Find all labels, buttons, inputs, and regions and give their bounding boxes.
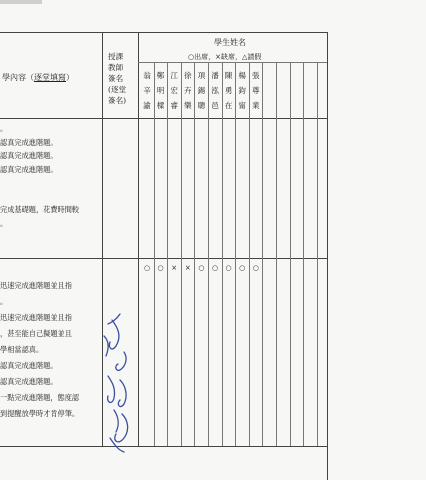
- student-name-char: 樂: [184, 101, 192, 110]
- student-name-char: 泓: [211, 86, 219, 95]
- content-line: 認真完成進階題。: [0, 164, 58, 174]
- student-name-char: 樑: [156, 101, 165, 110]
- content-line: 。: [0, 218, 8, 228]
- student-name-char: 睿: [170, 101, 178, 110]
- teacher-header-line: 簽名: [108, 74, 124, 83]
- attendance-mark: ○: [239, 264, 246, 272]
- student-col-line: [167, 62, 168, 446]
- content-line: 學相當認真。: [0, 345, 44, 354]
- content-line: 完成基礎題，花費時間較: [0, 205, 80, 214]
- student-col-line: [290, 62, 291, 446]
- table-bottom-border: [0, 446, 328, 447]
- student-col-line: [317, 62, 318, 446]
- student-name-char: 聰: [197, 101, 206, 110]
- student-col-line: [222, 62, 223, 446]
- student-name-char: 翁: [143, 71, 151, 80]
- student-name-char: 鈞: [238, 86, 246, 95]
- content-line: 到提醒放學時才肯停筆。: [0, 409, 80, 418]
- teacher-header-line: 授課: [108, 52, 124, 61]
- attendance-mark: ○: [252, 264, 259, 272]
- student-name-char: 項: [197, 71, 206, 80]
- content-line: 認真完成進階題。: [0, 361, 58, 370]
- content-title-text: 學內容（逐堂填寫）: [2, 73, 74, 82]
- student-col-line: [208, 62, 209, 446]
- content-line: 迅速完成進階題並且指: [0, 313, 72, 322]
- student-name-char: 在: [224, 101, 233, 110]
- header-bottom-border: [0, 118, 328, 119]
- student-name-char: 宏: [170, 86, 178, 95]
- students-title: 學生姓名: [214, 38, 246, 47]
- student-name-char: 張: [252, 71, 260, 80]
- attendance-mark: ○: [143, 264, 151, 272]
- student-name-char: 鄭: [156, 71, 165, 80]
- student-col-line: [262, 62, 263, 446]
- row-divider: [0, 258, 328, 259]
- student-col-line: [303, 62, 304, 446]
- student-name-char: 勇: [224, 86, 233, 95]
- student-name-char: 辛: [143, 86, 151, 95]
- content-line: 認真完成進階題。: [0, 151, 58, 160]
- content-line: 。: [0, 297, 8, 306]
- content-column-title: [2, 72, 74, 83]
- student-name-char: 邑: [211, 101, 219, 110]
- content-line: ，甚至能自己擬題並且: [0, 329, 72, 338]
- content-line: 認真完成進階題。: [0, 137, 58, 147]
- attendance-mark: ○: [198, 264, 205, 272]
- student-col-line: [154, 62, 155, 446]
- student-col-line: [194, 62, 195, 446]
- student-name-char: 尊: [252, 86, 260, 95]
- student-name-char: 陳: [224, 71, 233, 80]
- content-line: 認真完成進階題。: [0, 377, 58, 386]
- student-name-char: 潘: [211, 71, 219, 80]
- attendance-mark: ×: [171, 264, 178, 272]
- student-name-char: 卉: [184, 86, 192, 95]
- student-name-char: 徐: [184, 71, 192, 80]
- student-name-char: 錫: [197, 86, 206, 95]
- student-name-char: 楊: [238, 71, 246, 80]
- content-line: 一點完成進階題，態度認: [0, 393, 80, 402]
- teacher-header-line: (逐堂: [108, 85, 127, 94]
- teacher-signature: [98, 306, 142, 456]
- student-col-line: [235, 62, 236, 446]
- student-name-char: 諭: [143, 101, 151, 110]
- student-name-char: 明: [156, 86, 165, 95]
- table-top-border: [0, 32, 328, 33]
- attendance-legend: ○出席，×缺席，△請假: [188, 53, 262, 61]
- attendance-mark: ○: [211, 264, 219, 272]
- student-col-line: [181, 62, 182, 446]
- student-name-char: 江: [170, 71, 178, 80]
- teacher-header-line: 教師: [108, 63, 124, 72]
- student-name-char: 業: [252, 101, 260, 110]
- table-right-border: [327, 32, 328, 480]
- attendance-mark: ○: [157, 264, 164, 272]
- student-col-line: [276, 62, 277, 446]
- teacher-header-line: 簽名): [108, 96, 127, 105]
- attendance-mark: ×: [184, 264, 191, 272]
- content-line: 迅速完成進階題並且指: [0, 281, 72, 290]
- student-col-line: [249, 62, 250, 446]
- attendance-mark: ○: [225, 264, 232, 272]
- content-line: 。: [0, 124, 8, 133]
- scan-artifact: [0, 0, 42, 4]
- student-name-char: 甯: [238, 101, 246, 110]
